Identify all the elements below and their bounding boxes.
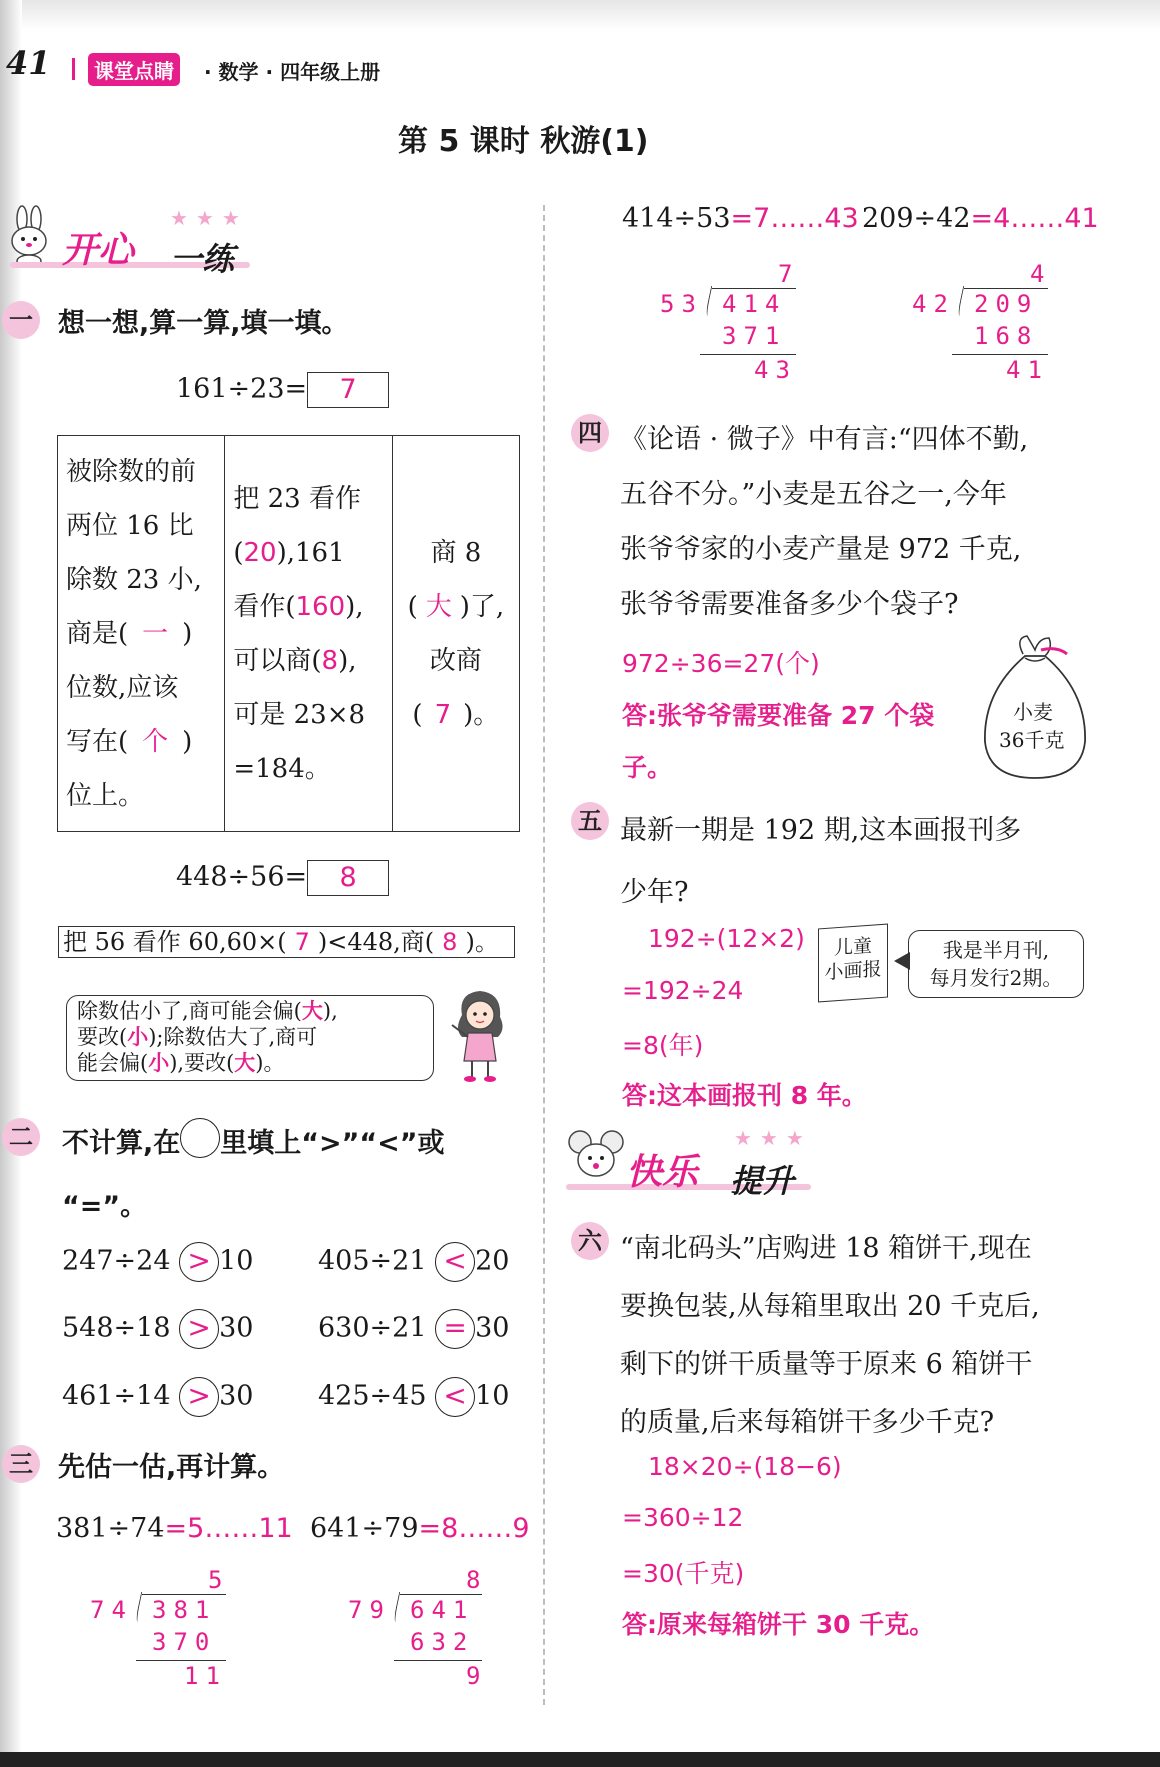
- divisor: 74: [90, 1596, 133, 1624]
- section-title-practice: 一练: [170, 240, 235, 278]
- quotient: 4: [1030, 260, 1052, 288]
- subject-label: · 数学 · 四年级上册: [204, 60, 381, 84]
- q5-step-1: 192÷(12×2): [648, 924, 805, 953]
- cell-line: (20),161: [233, 537, 345, 568]
- table-cell-2: [225, 436, 392, 832]
- table-cell-1: [58, 436, 225, 832]
- division-bracket: [135, 1592, 146, 1622]
- text-line: 《论语 · 微子》中有言:“四体不勤,: [620, 424, 1029, 455]
- cell-line: 看作(160),: [233, 591, 364, 622]
- product: 370: [152, 1628, 217, 1656]
- question-6-text: [620, 1220, 1040, 1452]
- answer-text: 大: [425, 591, 452, 622]
- equation-161-23: [176, 372, 389, 408]
- equation-text: 448÷56=: [176, 861, 308, 893]
- division-bar: [400, 1594, 482, 1595]
- tip-bubble: [66, 995, 434, 1081]
- dividend: 641: [410, 1596, 475, 1624]
- answer-text: 一: [142, 618, 169, 649]
- cell-line: 被除数的前: [66, 456, 197, 487]
- cell-line: 写在( 个 ): [66, 726, 193, 757]
- remainder: 41: [1006, 356, 1049, 384]
- quotient: 5: [208, 1566, 230, 1594]
- subtraction-line: [136, 1660, 226, 1661]
- dividend: 381: [152, 1596, 217, 1624]
- sack-weight: 36千克: [999, 728, 1065, 752]
- problem-414-53: 414÷53=7……43: [622, 203, 859, 234]
- question-number-6: 六: [571, 1222, 609, 1260]
- compare-item-4: 630÷21 = 30: [318, 1309, 509, 1349]
- division-bar: [712, 288, 796, 289]
- page-number: 41: [6, 44, 51, 82]
- tip-line: 除数估小了,商可能会偏(大),: [77, 998, 338, 1023]
- tip-line: 能会偏(小),要改(大)。: [77, 1050, 285, 1075]
- section-title-joy: 快乐: [626, 1152, 699, 1193]
- cell-line: ( 大 )了,: [407, 591, 505, 622]
- answer-box: 8: [307, 860, 389, 896]
- q5-step-3: =8(年): [622, 1031, 704, 1060]
- question-2-text: 不计算,在 里填上“>”“<”或: [62, 1118, 445, 1160]
- question-5-text: [620, 800, 1021, 924]
- speech-line: 我是半月刊,: [942, 938, 1050, 962]
- dividend: 414: [722, 290, 787, 318]
- q4-answer-cont: 子。: [622, 753, 673, 782]
- subtraction-line: [700, 354, 796, 355]
- division-bracket: [957, 286, 968, 316]
- remainder: 43: [754, 356, 797, 384]
- answer-box: 7: [307, 372, 389, 408]
- question-number-2: 二: [2, 1118, 40, 1156]
- subtraction-line: [952, 354, 1048, 355]
- divisor: 53: [660, 290, 703, 318]
- question-1-text: 想一想,算一算,填一填。: [58, 308, 349, 339]
- cell-line: 商是( 一 ): [66, 618, 193, 649]
- compare-item-2: 405÷21 < 20: [318, 1242, 509, 1282]
- compare-item-3: 548÷18 > 30: [62, 1309, 253, 1349]
- compare-answer-circle: =: [435, 1309, 475, 1349]
- stars-icon: ★★★: [170, 206, 248, 230]
- q6-step-3: =30(千克): [622, 1559, 745, 1588]
- long-division-209-42: [912, 260, 1052, 390]
- cell-line: =184。: [233, 753, 331, 784]
- stars-icon: ★★★: [734, 1126, 812, 1150]
- long-division-641-79: [344, 1566, 488, 1696]
- cell-line: 把 23 看作: [233, 483, 361, 514]
- equation-448-56: [176, 860, 389, 896]
- compare-item-1: 247÷24 > 10: [62, 1242, 253, 1282]
- question-number-5: 五: [571, 802, 609, 840]
- answer-text: 个: [142, 726, 169, 757]
- reasoning-table: [57, 435, 520, 832]
- product: 168: [974, 322, 1039, 350]
- page-bottom-bar: [0, 1752, 1160, 1767]
- answer-text: 160: [295, 591, 346, 622]
- problem-641-79: 641÷79=8……9: [310, 1513, 530, 1544]
- text-line: 要换包装,从每箱里取出 20 千克后,: [620, 1291, 1040, 1322]
- text-line: 最新一期是 192 期,这本画报刊多: [620, 815, 1022, 846]
- magazine-icon: [818, 924, 888, 1003]
- division-bar: [964, 288, 1048, 289]
- product: 371: [722, 322, 787, 350]
- quotient: 7: [778, 260, 800, 288]
- compare-answer-circle: >: [179, 1377, 219, 1417]
- compare-answer-circle: <: [435, 1242, 475, 1282]
- quotient: 8: [466, 1566, 488, 1594]
- text-line: 张爷爷家的小麦产量是 972 千克,: [620, 534, 1022, 565]
- text-line: 的质量,后来每箱饼干多少千克?: [620, 1407, 995, 1438]
- cell-line: 改商: [429, 645, 482, 676]
- text-line: 五谷不分。”小麦是五谷之一,今年: [620, 479, 1007, 510]
- q4-answer: 答:张爷爷需要准备 27 个袋: [622, 701, 935, 730]
- magazine-title: 小画报: [824, 958, 882, 984]
- answer-text: 7: [294, 928, 310, 956]
- dividend: 209: [974, 290, 1039, 318]
- equation-text: 161÷23=: [176, 373, 308, 405]
- text-line: 张爷爷需要准备多少个袋子?: [620, 589, 959, 620]
- text-line: “南北码头”店购进 18 箱饼干,现在: [620, 1233, 1032, 1264]
- division-bar: [142, 1594, 226, 1595]
- compare-answer-circle: >: [179, 1309, 219, 1349]
- column-divider: [543, 205, 545, 1705]
- speech-bubble: [908, 930, 1084, 998]
- q6-answer: 答:原来每箱饼干 30 千克。: [622, 1610, 935, 1639]
- answer-text: 8: [442, 928, 458, 956]
- tip-line: 要改(小);除数估大了,商可: [77, 1024, 318, 1049]
- girl-character-icon: [448, 985, 512, 1089]
- answer-text: 20: [243, 537, 277, 568]
- cell-line: 位上。: [66, 780, 145, 811]
- q5-step-2: =192÷24: [622, 976, 744, 1005]
- text-line: 少年?: [620, 877, 689, 908]
- question-2-text-cont: “=”。: [62, 1191, 148, 1222]
- compare-item-6: 425÷45 < 10: [318, 1377, 509, 1417]
- blank-circle-icon: [180, 1118, 220, 1158]
- q4-calculation: 972÷36=27(个): [622, 649, 820, 678]
- sack-label: 小麦: [1013, 700, 1053, 724]
- cell-line: 可是 23×8: [233, 699, 366, 730]
- answer-text: 7: [434, 699, 452, 730]
- question-number-4: 四: [571, 414, 609, 452]
- question-4-text: [620, 412, 1028, 632]
- divisor: 79: [348, 1596, 391, 1624]
- division-bracket: [393, 1592, 404, 1622]
- answer-text: 8: [321, 645, 339, 676]
- question-number-3: 三: [2, 1445, 40, 1483]
- compare-item-5: 461÷14 > 30: [62, 1377, 253, 1417]
- cell-line: 除数 23 小,: [66, 564, 202, 595]
- q6-step-1: 18×20÷(18−6): [648, 1452, 842, 1481]
- long-division-414-53: [660, 260, 800, 390]
- q6-step-2: =360÷12: [622, 1503, 744, 1532]
- cell-line: ( 7 )。: [412, 699, 500, 730]
- question-number-1: 一: [2, 301, 40, 339]
- q5-answer: 答:这本画报刊 8 年。: [622, 1081, 867, 1110]
- cell-line: 可以商(8),: [233, 645, 357, 676]
- speech-bubble-tail: [894, 952, 910, 970]
- problem-209-42: 209÷42=4……41: [862, 203, 1099, 234]
- brand-badge: 课堂点睛: [88, 53, 180, 86]
- problem-381-74: 381÷74=5……11: [56, 1513, 293, 1544]
- product: 632: [410, 1628, 475, 1656]
- section-title-improve: 提升: [730, 1162, 795, 1200]
- magazine-title: 儿童: [833, 934, 872, 960]
- subtraction-line: [394, 1660, 482, 1661]
- compare-answer-circle: >: [179, 1242, 219, 1282]
- lesson-title: 第 5 课时 秋游(1): [398, 124, 649, 159]
- header-divider: [72, 58, 75, 80]
- mouse-mascot-icon: [568, 1126, 624, 1190]
- divisor: 42: [912, 290, 955, 318]
- compare-answer-circle: <: [435, 1377, 475, 1417]
- question-3-text: 先估一估,再计算。: [58, 1452, 285, 1483]
- wheat-sack-icon: [975, 632, 1095, 782]
- long-division-381-74: [90, 1566, 230, 1696]
- section-title-happy: 开心: [62, 230, 135, 271]
- remainder: 9: [466, 1662, 488, 1690]
- text-line: 剩下的饼干质量等于原来 6 箱饼干: [620, 1349, 1033, 1380]
- cell-line: 位数,应该: [66, 672, 179, 703]
- cell-line: 商 8: [430, 537, 482, 568]
- division-bracket: [705, 286, 716, 316]
- speech-line: 每月发行2期。: [929, 966, 1063, 990]
- cell-line: 两位 16 比: [66, 510, 194, 541]
- page-top-shadow: [0, 0, 1160, 30]
- table-cell-3: [392, 436, 519, 832]
- remainder: 11: [184, 1662, 227, 1690]
- estimation-hint: 把 56 看作 60,60×( 7 )<448,商( 8 )。: [58, 926, 515, 958]
